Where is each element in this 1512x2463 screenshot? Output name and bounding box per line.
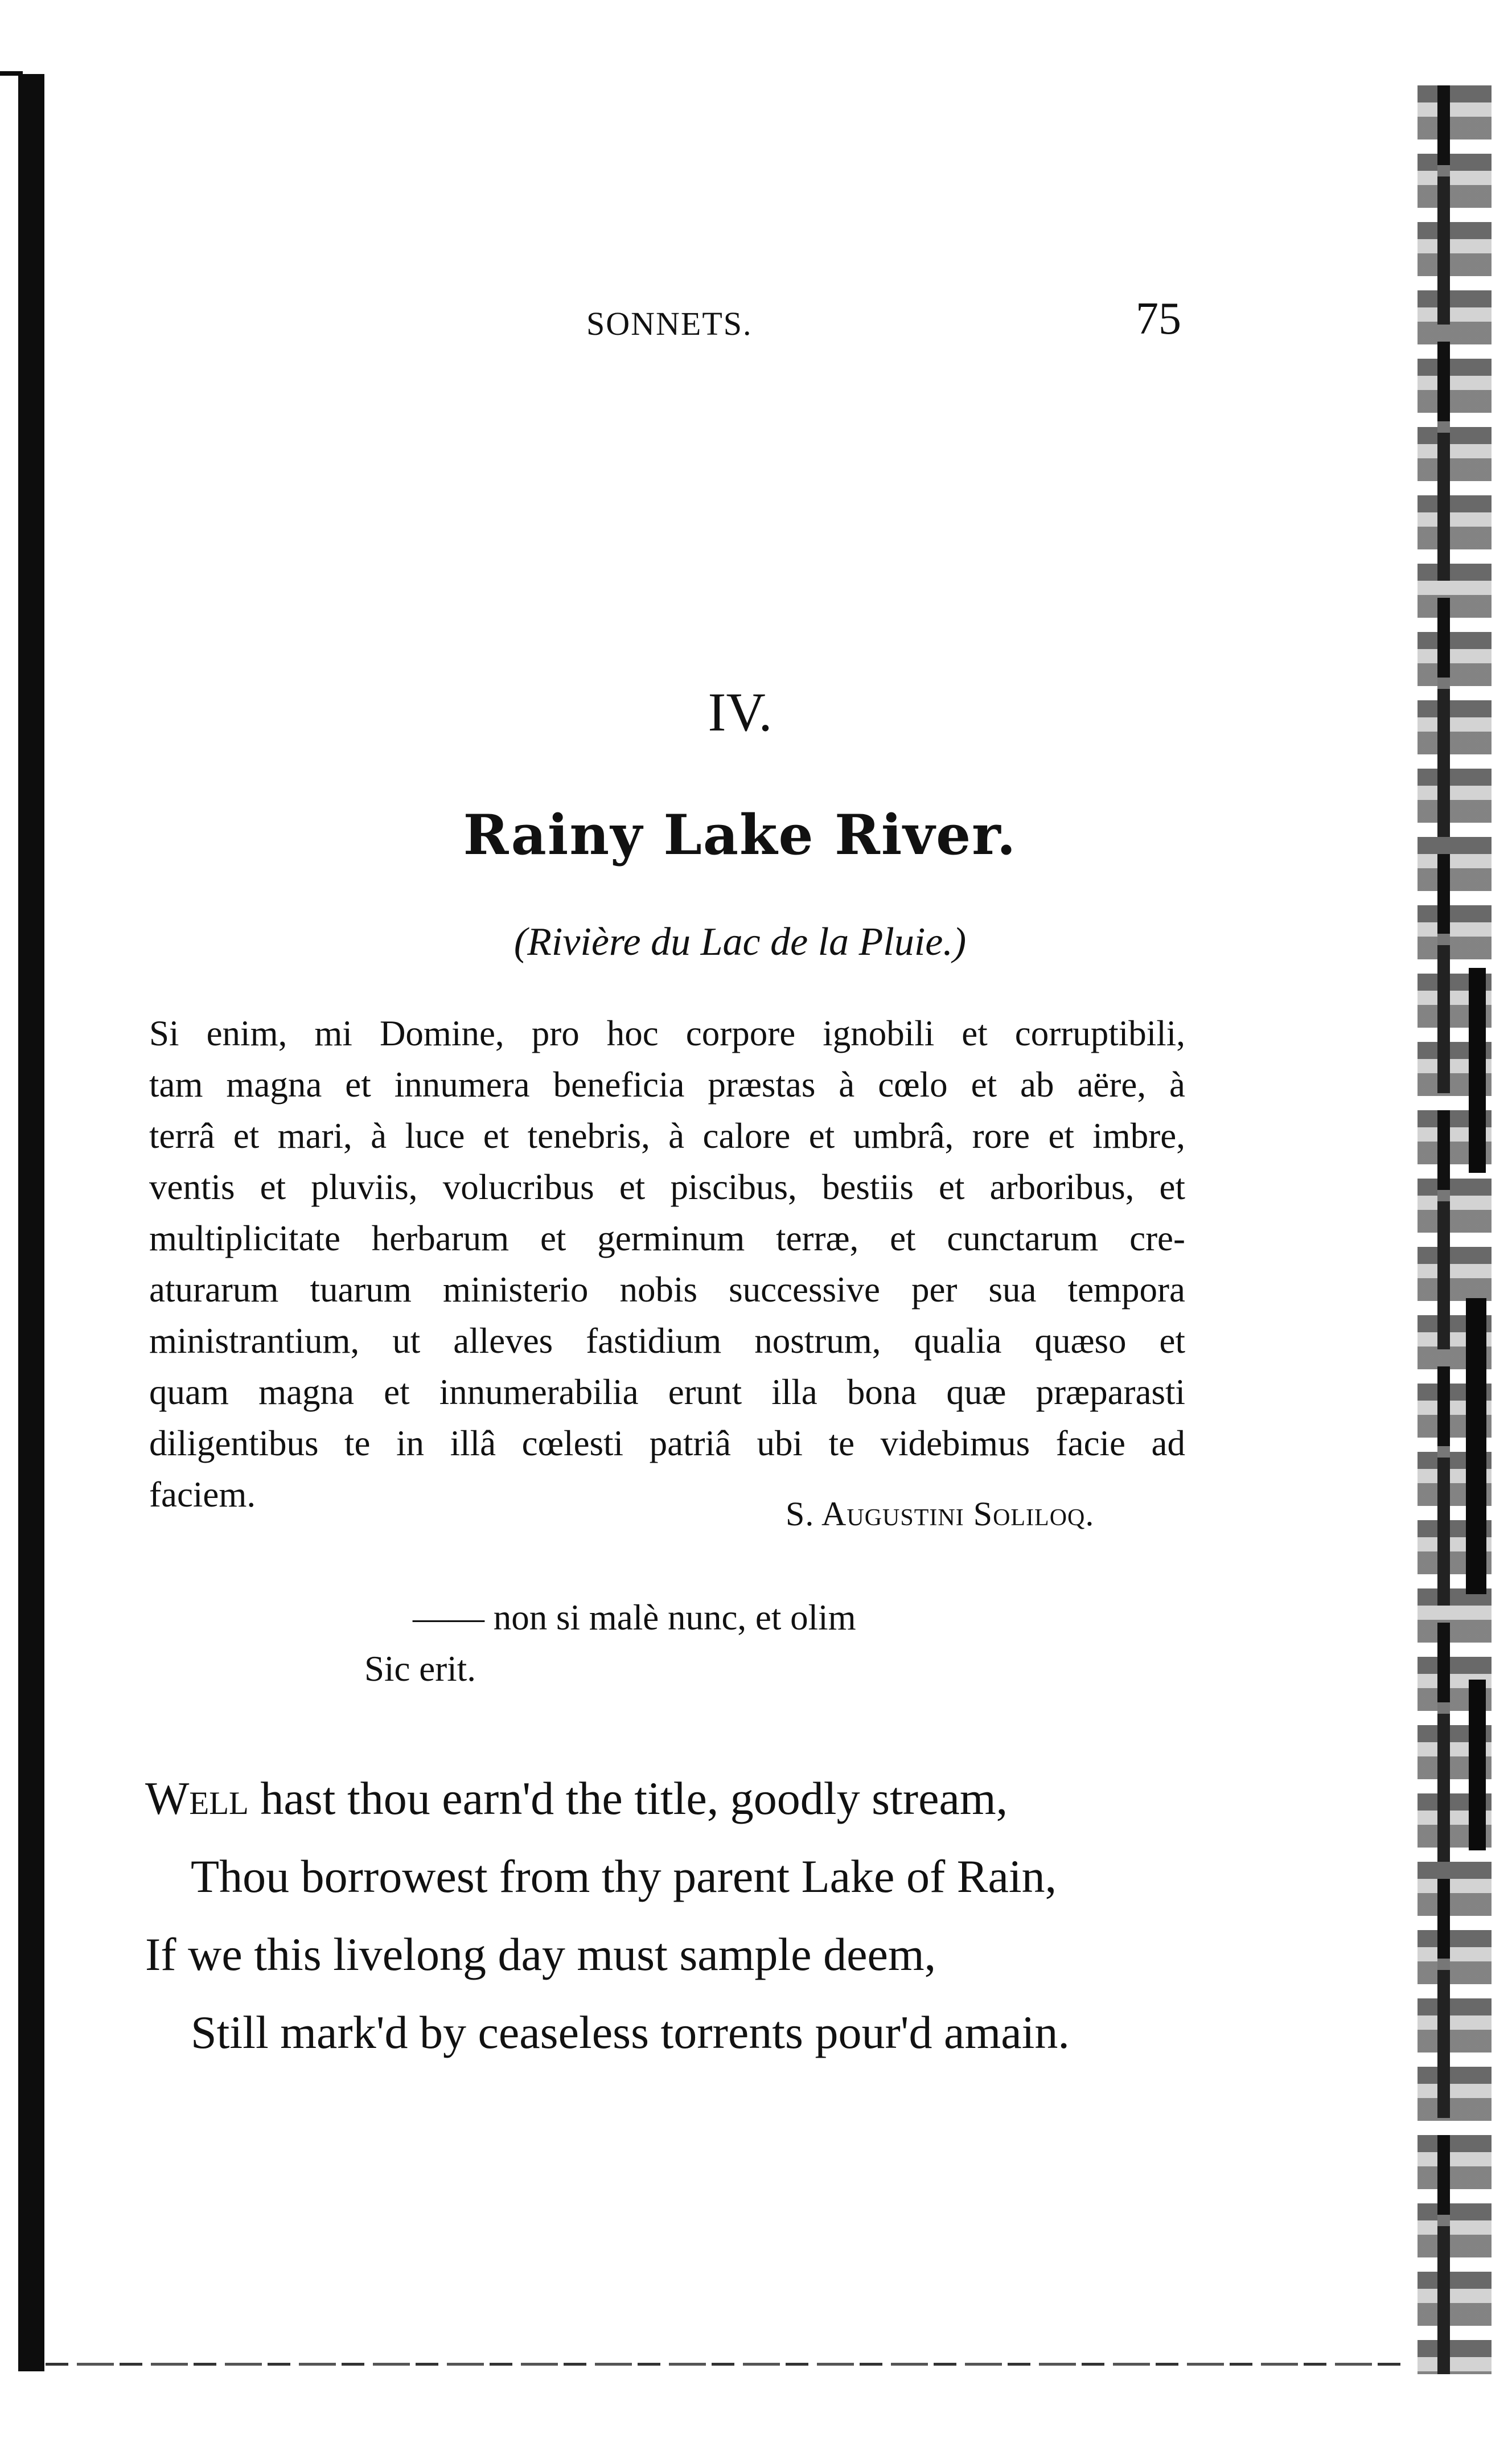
- binding-shadow: [18, 74, 44, 2371]
- verse-line: Thou borrowest from thy parent Lake of Rain,: [191, 1850, 1057, 1902]
- sonnet-verse: [145, 1759, 1227, 2071]
- binding-tick-mark: [0, 71, 23, 76]
- page-number: 75: [1136, 294, 1181, 344]
- epigraph-line: multiplicitate herbarum et germinum terræ, et cunctarum cre-: [149, 1218, 1185, 1258]
- epigraph-line: Si enim, mi Domine, pro hoc corpore ignobili et corruptibili,: [149, 1013, 1185, 1053]
- epigraph-line: ministrantium, ut alleves fastidium nostrum, qualia quæso et: [149, 1321, 1185, 1361]
- epigraph-line: diligentibus te in illâ cœlesti patriâ ubi te videbimus facie ad: [149, 1423, 1185, 1463]
- running-head-title: SONNETS.: [586, 305, 753, 342]
- page-edge-bar: [1437, 85, 1450, 2374]
- poem-subtitle: (Rivière du Lac de la Pluie.): [513, 920, 967, 964]
- edge-mark: [1466, 1298, 1486, 1594]
- epigraph-line: tam magna et innumera beneficia præstas à cœlo et ab aëre, à: [149, 1065, 1185, 1105]
- epigraph-attribution: S. Augustini Soliloq.: [786, 1495, 1095, 1533]
- quotation-line: —— non si malè nunc, et olim: [413, 1598, 856, 1637]
- edge-mark: [1469, 968, 1486, 1173]
- latin-epigraph: [149, 1008, 1185, 1520]
- epigraph-line: ventis et pluviis, volucribus et piscibus, bestiis et arboribus, et: [149, 1167, 1185, 1207]
- bottom-scan-rule: [46, 2363, 1400, 2366]
- edge-mark: [1469, 1680, 1486, 1850]
- verse-line-text: hast thou earn'd the title, goodly stream,: [248, 1772, 1008, 1824]
- epigraph-line: terrâ et mari, à luce et tenebris, à calore et umbrâ, rore et imbre,: [149, 1116, 1185, 1156]
- verse-line: If we this livelong day must sample deem,: [145, 1928, 936, 1980]
- page-edge-shadow: [1418, 85, 1492, 2374]
- epigraph-line: faciem.: [149, 1475, 256, 1514]
- epigraph-line: quam magna et innumerabilia erunt illa bona quæ præparasti: [149, 1372, 1185, 1412]
- epigraph-line: aturarum tuarum ministerio nobis successive per sua tempora: [149, 1270, 1185, 1310]
- poem-title: Rainy Lake River.: [463, 803, 1017, 867]
- verse-line: [145, 1759, 1227, 1837]
- section-numeral: IV.: [708, 682, 773, 742]
- verse-first-word: Well: [145, 1772, 249, 1824]
- verse-line: Still mark'd by ceaseless torrents pour'd amain.: [191, 2006, 1070, 2058]
- quotation-line: Sic erit.: [364, 1649, 476, 1689]
